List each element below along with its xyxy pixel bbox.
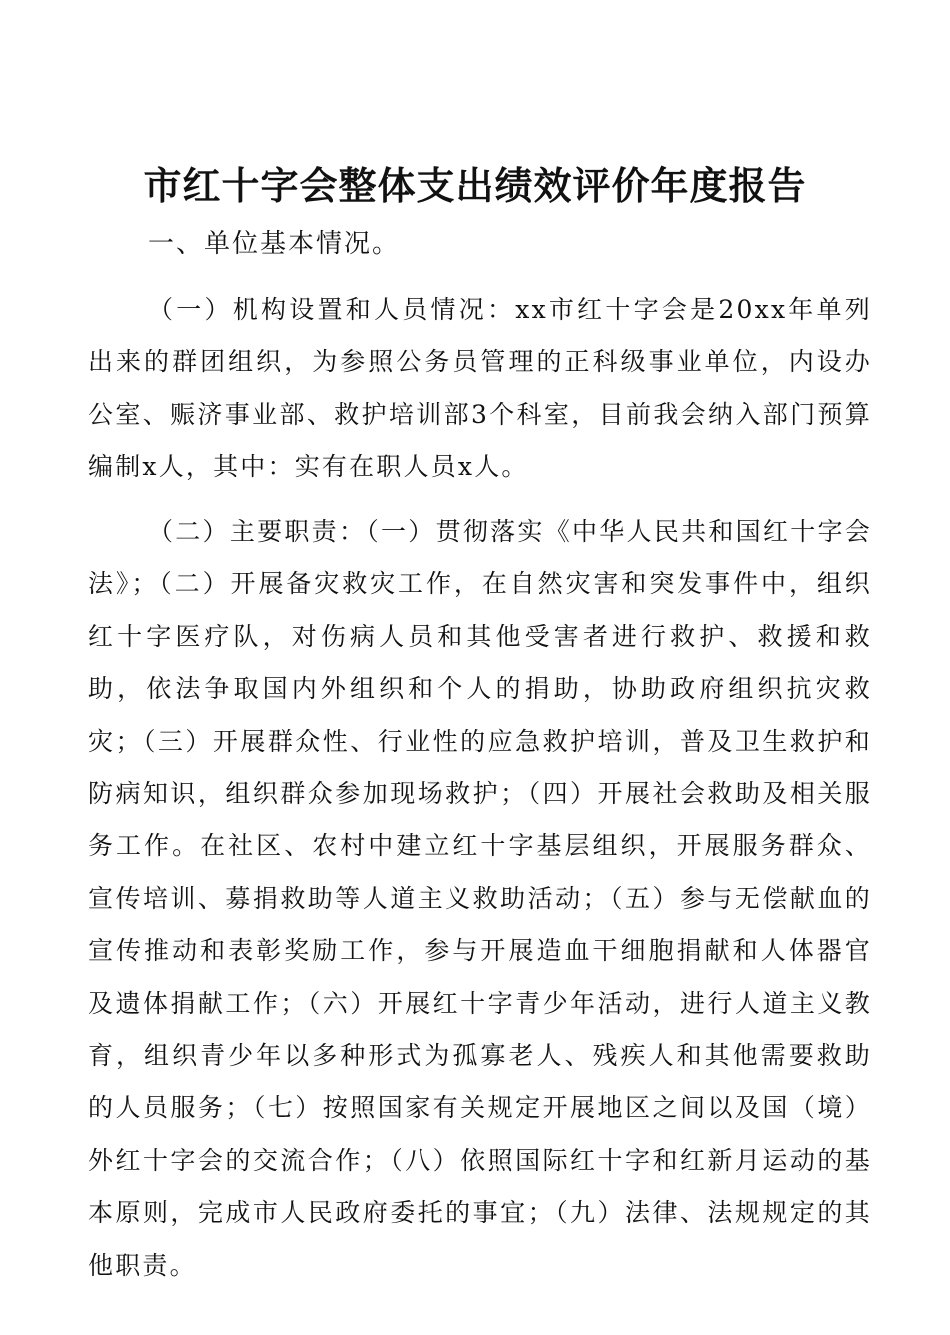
document-title: 市红十字会整体支出绩效评价年度报告 — [143, 164, 807, 208]
paragraph-responsibilities: （二）主要职责：（一）贯彻落实《中华人民共和国红十字会法》；（二）开展备灾救灾工作，在自然灾害和突发事件中，组织红十字医疗队，对伤病人员和其他受害者进行救护、救援和救助，依法争取国内外组织和个人的捐助，协助政府组织抗灾救灾；（三）开展群众性、行业性的应急救护培训，普及卫生救护和防病知识，组织群众参加现场救护；（四）开展社会救助及相关服务工作。在社区、农村中建立红十字基层组织，开展服务群众、宣传培训、募捐救助等人道主义救助活动；（五）参与无偿献血的宣传推动和表彰奖励工作，参与开展造血干细胞捐献和人体器官及遗体捐献工作；（六）开展红十字青少年活动，进行人道主义教育，组织青少年以多种形式为孤寡老人、残疾人和其他需要救助的人员服务；（七）按照国家有关规定开展地区之间以及国（境）外红十字会的交流合作；（八）依照国际红十字和红新月运动的基本原则，完成市人民政府委托的事宜；（九）法律、法规规定的其他职责。 — [88, 517, 872, 1280]
paragraph-organization: （一）机构设置和人员情况：xx市红十字会是20xx年单列出来的群团组织，为参照公务员管理的正科级事业单位，内设办公室、赈济事业部、救护培训部3个科室，目前我会纳入部门预算编制x人，其中：实有在职人员x人。 — [88, 295, 872, 482]
section-heading: 一、单位基本情况。 — [148, 229, 401, 259]
